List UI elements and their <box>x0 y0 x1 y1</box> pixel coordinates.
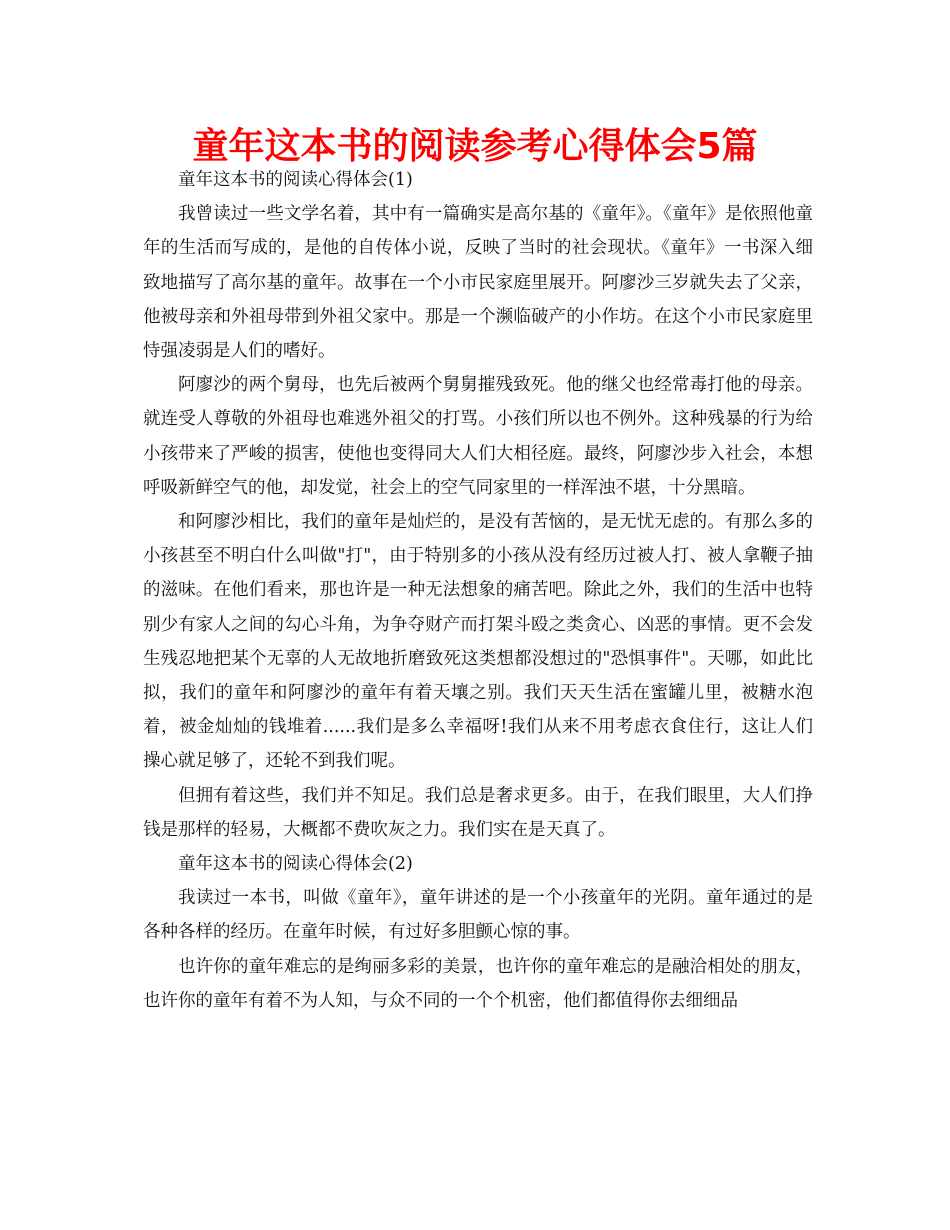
paragraph: 和阿廖沙相比，我们的童年是灿烂的，是没有苦恼的，是无忧无虑的。有那么多的小孩甚至不明白什么叫做"打"，由于特别多的小孩从没有经历过被人打、被人拿鞭子抽的滋味。在他们看来，那也许是一种无法想象的痛苦吧。除此之外，我们的生活中也特别少有家人之间的勾心斗角，为争夺财产而打架斗殴之类贪心、凶恶的事情。更不会发生残忍地把某个无辜的人无故地折磨致死这类想都没想过的"恐惧事件"。天哪，如此比拟，我们的童年和阿廖沙的童年有着天壤之别。我们天天生活在蜜罐儿里，被糖水泡着，被金灿灿的钱堆着......我们是多么幸福呀!我们从来不用考虑衣食住行，这让人们操心就足够了，还轮不到我们呢。 <box>143 512 813 772</box>
paragraph: 我读过一本书，叫做《童年》，童年讲述的是一个小孩童年的光阴。童年通过的是各种各样的经历。在童年时候，有过好多胆颤心惊的事。 <box>143 888 813 943</box>
paragraph: 也许你的童年难忘的是绚丽多彩的美景，也许你的童年难忘的是融洽相处的朋友，也许你的童年有着不为人知，与众不同的一个个机密，他们都值得你去细细品 <box>143 956 813 1011</box>
document-body <box>143 163 813 1018</box>
section-heading-2: 童年这本书的阅读心得体会(2) <box>178 854 413 875</box>
document-title: 童年这本书的阅读参考心得体会5篇 <box>192 126 758 167</box>
paragraph: 但拥有着这些，我们并不知足。我们总是奢求更多。由于，在我们眼里，大人们挣钱是那样的轻易，大概都不费吹灰之力。我们实在是天真了。 <box>143 785 813 840</box>
paragraph: 我曾读过一些文学名着，其中有一篇确实是高尔基的《童年》。《童年》是依照他童年的生活而写成的，是他的自传体小说，反映了当时的社会现状。《童年》一书深入细致地描写了高尔基的童年。故事在一个小市民家庭里展开。阿廖沙三岁就失去了父亲，他被母亲和外祖母带到外祖父家中。那是一个濒临破产的小作坊。在这个小市民家庭里恃强凌弱是人们的嗜好。 <box>143 204 813 362</box>
section-heading-1: 童年这本书的阅读心得体会(1) <box>178 170 413 190</box>
paragraph: 阿廖沙的两个舅母，也先后被两个舅舅摧残致死。他的继父也经常毒打他的母亲。就连受人尊敬的外祖母也难逃外祖父的打骂。小孩们所以也不例外。这种残暴的行为给小孩带来了严峻的损害，使他也变得同大人们大相径庭。最终，阿廖沙步入社会，本想呼吸新鲜空气的他，却发觉，社会上的空气同家里的一样浑浊不堪，十分黑暗。 <box>143 375 813 498</box>
